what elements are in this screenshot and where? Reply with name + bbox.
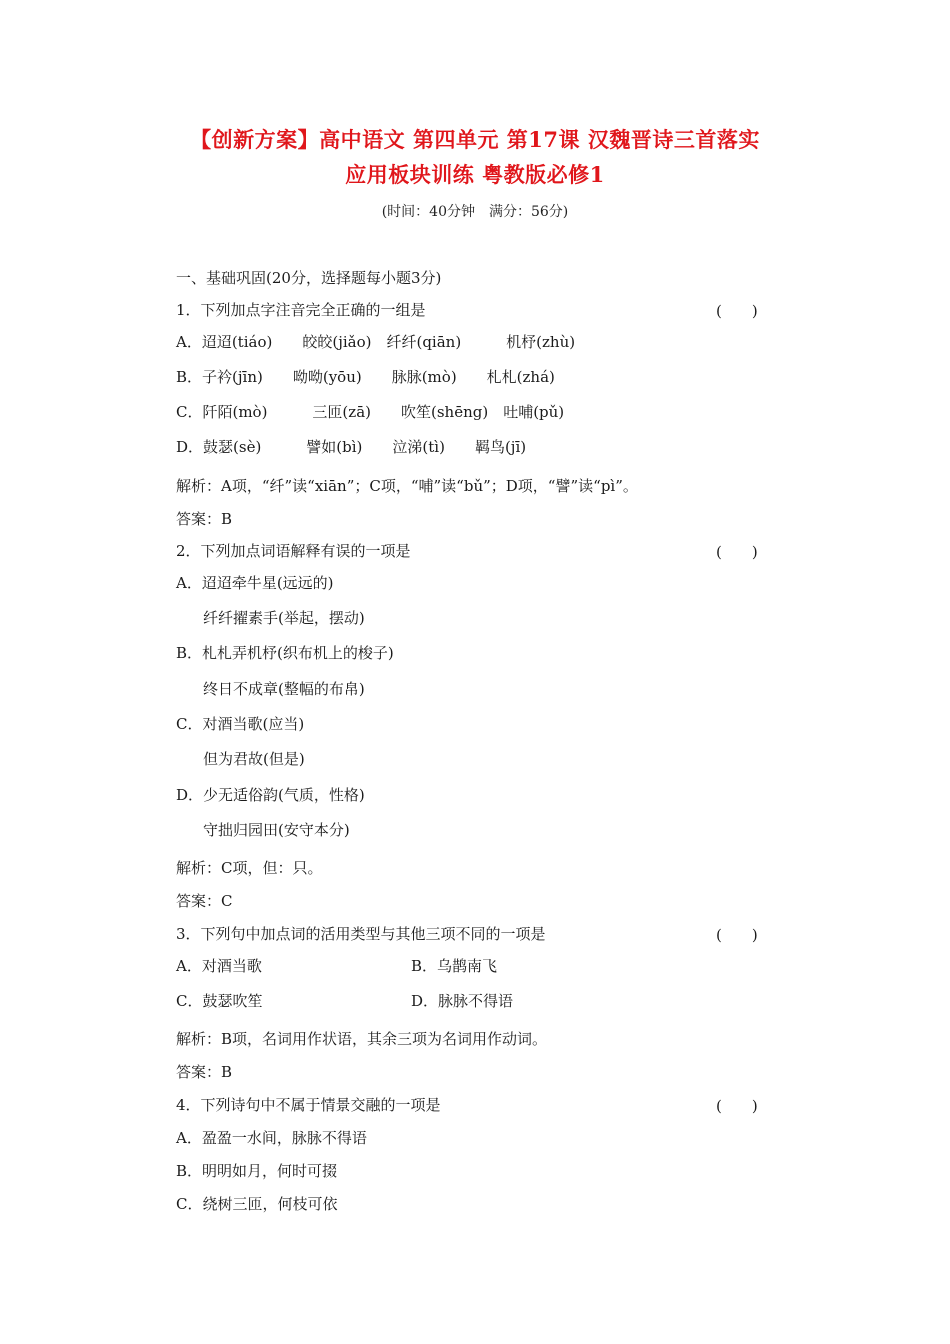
q2-stem: 2．下列加点词语解释有误的一项是 [176, 542, 411, 560]
q2-option-c-line2: 但为君故(但是) [203, 750, 305, 768]
q2-option-a-line1: A．迢迢牵牛星(远远的) [176, 574, 334, 592]
q2-option-b-line2: 终日不成章(整幅的布帛) [203, 680, 365, 698]
q3-stem: 3．下列句中加点词的活用类型与其他三项不同的一项是 [176, 925, 546, 943]
q2-option-c-line1: C．对酒当歌(应当) [176, 715, 305, 733]
q3-option-d: D．脉脉不得语 [411, 992, 514, 1010]
q3-answer: 答案：B [176, 1063, 233, 1081]
exam-time-score: (时间：40分钟 满分：56分) [381, 204, 569, 220]
q1-option-b: B．子衿(jīn) 呦呦(yōu) 脉脉(mò) 札札(zhá) [176, 368, 555, 386]
q4-stem: 4．下列诗句中不属于情景交融的一项是 [176, 1096, 441, 1114]
q1-option-d: D．鼓瑟(sè) 譬如(bì) 泣涕(tì) 羁鸟(jī) [176, 438, 527, 456]
q2-option-d-line2: 守拙归园田(安守本分) [203, 821, 350, 839]
q3-analysis: 解析：B项，名词用作状语，其余三项为名词用作动词。 [176, 1030, 548, 1048]
q3-option-b: B．乌鹊南飞 [411, 957, 498, 975]
q4-option-c: C．绕树三匝，何枝可依 [176, 1195, 338, 1213]
q2-option-b-line1: B．札札弄机杼(织布机上的梭子) [176, 644, 394, 662]
q2-analysis: 解析：C项，但：只。 [176, 859, 323, 877]
document-title-line-2: 应用板块训练 粤教版必修1 [345, 162, 605, 187]
section-heading: 一、基础巩固(20分，选择题每小题3分) [176, 269, 442, 287]
q4-option-a: A．盈盈一水间，脉脉不得语 [176, 1129, 367, 1147]
q2-option-d-line1: D．少无适俗韵(气质，性格) [176, 786, 365, 804]
q2-option-a-line2: 纤纤擢素手(举起，摆动) [203, 609, 365, 627]
q4-answer-blank: ( ) [716, 1097, 758, 1115]
q2-answer-blank: ( ) [716, 543, 758, 561]
q3-option-a: A．对酒当歌 [176, 957, 262, 975]
q3-answer-blank: ( ) [716, 926, 758, 944]
document-title-line-1: 【创新方案】高中语文 第四单元 第17课 汉魏晋诗三首落实 [190, 127, 760, 152]
q1-option-c: C．阡陌(mò) 三匝(zā) 吹笙(shēng) 吐哺(pǔ) [176, 403, 565, 421]
q3-option-c: C．鼓瑟吹笙 [176, 992, 263, 1010]
q1-analysis: 解析：A项，“纤”读“xiān”；C项，“哺”读“bǔ”；D项，“譬”读“pì”。 [176, 477, 638, 495]
q2-answer: 答案：C [176, 892, 233, 910]
q4-option-b: B．明明如月，何时可掇 [176, 1162, 338, 1180]
q1-stem: 1．下列加点字注音完全正确的一组是 [176, 301, 426, 319]
q1-answer-blank: ( ) [716, 302, 758, 320]
q1-answer: 答案：B [176, 510, 233, 528]
q1-option-a: A．迢迢(tiáo) 皎皎(jiǎo) 纤纤(qiān) 机杼(zhù) [176, 333, 576, 351]
